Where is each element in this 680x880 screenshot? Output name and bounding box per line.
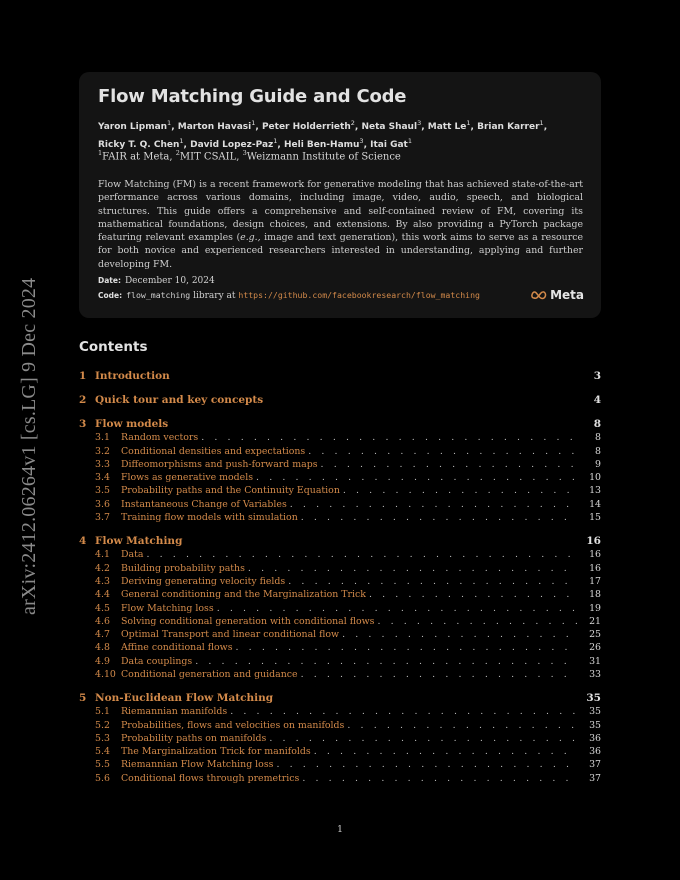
toc-subsection-page: 8 [595, 432, 601, 444]
toc-subsection-page: 25 [589, 629, 601, 641]
toc-dot-leader [321, 458, 577, 471]
author-name: Ricky T. Q. Chen [98, 140, 180, 150]
toc-subsection-title[interactable]: Random vectors [121, 432, 199, 444]
toc-subsection-page: 17 [589, 575, 601, 587]
toc-subsection-title[interactable]: General conditioning and the Marginalization Trick [121, 589, 366, 601]
toc-subsection-title[interactable]: Optimal Transport and linear conditional flow [121, 629, 340, 641]
toc-subsection[interactable] [79, 719, 601, 732]
contents-heading: Contents [79, 339, 148, 355]
toc-subsection[interactable] [79, 484, 601, 497]
toc-subsection-title[interactable]: Instantaneous Change of Variables [121, 498, 287, 510]
toc-subsection[interactable] [79, 615, 601, 628]
toc-gap [79, 524, 601, 535]
toc-subsection-number: 5.4 [95, 746, 110, 758]
meta-logo [531, 288, 584, 302]
toc-gap [79, 681, 601, 692]
toc-subsection[interactable] [79, 705, 601, 718]
toc-subsection-page: 16 [589, 549, 601, 561]
toc-subsection[interactable] [79, 641, 601, 654]
toc-dot-leader [217, 602, 577, 615]
toc-section-number: 4 [79, 535, 87, 548]
toc-subsection-number: 5.5 [95, 759, 110, 771]
toc-subsection-page: 18 [589, 589, 601, 601]
toc-subsection-page: 13 [589, 485, 601, 497]
toc-dot-leader [248, 562, 577, 575]
abstract-text-a: Flow Matching (FM) is a recent framework for generative modeling that has achieved state-of-the-art performance across various domains, including image, video, audio, speech, and biological structures. This guide offers a comprehensive and self-contained review of FM, covering its mathematical foundations, design choices, and extensions. By also providing a PyTorch package featuring relevant examples ( [98, 179, 583, 244]
toc-dot-leader [308, 445, 577, 458]
affiliations: $^1$FAIR at Meta, $^2$MIT CSAIL, $^3$Weizmann Institute of Science [98, 149, 401, 163]
toc-subsection-page: 14 [589, 498, 601, 510]
author-name: David Lopez-Paz [190, 140, 274, 150]
toc-dot-leader [276, 758, 577, 771]
author-affiliation-mark: 1 [407, 137, 412, 145]
affiliation-number: 1 [98, 149, 103, 157]
author-affiliation-mark: 3 [417, 119, 422, 127]
date-line [98, 276, 215, 286]
author-affiliation-mark: 1 [251, 119, 256, 127]
toc-subsection[interactable] [79, 668, 601, 681]
toc-section-page: 35 [586, 691, 601, 704]
toc-subsection-number: 3.4 [95, 472, 110, 484]
toc-subsection-number: 4.8 [95, 642, 110, 654]
toc-subsection-number: 3.5 [95, 485, 110, 497]
toc-subsection[interactable] [79, 602, 601, 615]
toc-section[interactable] [79, 418, 601, 431]
author-name: Yaron Lipman [98, 122, 168, 132]
toc-subsection-title[interactable]: The Marginalization Trick for manifolds [121, 746, 311, 758]
toc-subsection-title[interactable]: Conditional flows through premetrics [121, 772, 300, 784]
toc-subsection-page: 8 [595, 445, 601, 457]
toc-subsection[interactable] [79, 732, 601, 745]
toc-subsection-page: 9 [595, 458, 601, 470]
toc-dot-leader [201, 431, 577, 444]
code-package: flow_matching [126, 290, 191, 300]
toc-dot-leader [288, 575, 577, 588]
author-affiliation-mark: 1 [179, 137, 184, 145]
toc-section-page: 3 [593, 370, 601, 382]
toc-subsection[interactable] [79, 588, 601, 601]
toc-subsection-number: 3.6 [95, 498, 110, 510]
toc-subsection[interactable] [79, 575, 601, 588]
toc-subsection-page: 26 [589, 642, 601, 654]
toc-subsection[interactable] [79, 655, 601, 668]
author-name: Neta Shaul [361, 122, 418, 132]
toc-subsection-number: 5.1 [95, 706, 110, 718]
toc-subsection-title[interactable]: Flows as generative models [121, 472, 254, 484]
toc-section-title[interactable]: Introduction [95, 370, 170, 382]
author-name: Marton Havasi [177, 122, 252, 132]
toc-subsection-title[interactable]: Deriving generating velocity fields [121, 575, 286, 587]
toc-subsection-title[interactable]: Conditional generation and guidance [121, 669, 298, 680]
affiliation-name: Weizmann Institute of Science [246, 151, 401, 163]
toc-subsection[interactable] [79, 471, 601, 484]
toc-subsection-number: 3.2 [95, 445, 110, 457]
toc-section-page: 8 [593, 417, 601, 430]
toc-dot-leader [369, 588, 577, 601]
toc-subsection-page: 37 [589, 772, 601, 784]
author-list: Yaron Lipman$^1$, Marton Havasi$^1$, Peter Holderrieth$^2$, Neta Shaul$^3$, Matt Le$^1$, Brian Karrer$^1$, Ricky T. Q. Chen$^1$, David Lopez-Paz$^1$, Heli Ben-Hamu$^3$, Itai Gat$^1$ [98, 119, 548, 150]
toc-subsection[interactable] [79, 562, 601, 575]
toc-dot-leader [347, 719, 577, 732]
toc-subsection[interactable] [79, 628, 601, 641]
code-line [98, 290, 480, 301]
code-label: Code: [98, 291, 123, 300]
toc-subsection-page: 16 [589, 562, 601, 574]
toc-subsection-number: 3.7 [95, 512, 110, 524]
toc-subsection-number: 5.3 [95, 732, 110, 744]
toc-subsection[interactable] [79, 431, 601, 444]
author-affiliation-mark: 1 [167, 119, 172, 127]
toc-section-title[interactable]: Flow models [95, 417, 169, 430]
toc-subsection-number: 4.6 [95, 615, 110, 627]
toc-section[interactable] [79, 394, 601, 407]
toc-subsection-page: 31 [589, 655, 601, 667]
toc-section-page: 4 [593, 393, 601, 406]
toc-dot-leader [301, 511, 577, 524]
toc-gap [79, 383, 601, 394]
toc-subsection-title[interactable]: Diffeomorphisms and push-forward maps [121, 458, 318, 470]
author-name: Matt Le [427, 122, 467, 132]
toc-subsection-title[interactable]: Riemannian Flow Matching loss [121, 759, 274, 771]
author-name: Peter Holderrieth [261, 122, 351, 132]
toc-subsection-page: 35 [589, 719, 601, 731]
author-name: Heli Ben-Hamu [283, 140, 360, 150]
toc-section-page: 16 [586, 535, 601, 548]
author-affiliation-mark: 1 [466, 119, 471, 127]
author-name: Itai Gat [370, 140, 408, 150]
toc-subsection-number: 4.1 [95, 549, 110, 561]
author-affiliation-mark: 2 [350, 119, 355, 127]
toc-subsection-number: 4.3 [95, 575, 110, 587]
author-affiliation-mark: 1 [273, 137, 278, 145]
toc-subsection-number: 5.6 [95, 772, 110, 784]
toc-dot-leader [342, 628, 577, 641]
toc-subsection-title[interactable]: Probability paths on manifolds [121, 732, 267, 744]
toc-subsection-page: 35 [589, 706, 601, 718]
title-card [79, 72, 601, 318]
toc-dot-leader [343, 484, 577, 497]
toc-section-title[interactable]: Flow Matching [95, 535, 183, 548]
toc-dot-leader [290, 498, 577, 511]
toc-section-number: 1 [79, 370, 87, 382]
toc-subsection-number: 3.3 [95, 458, 110, 470]
toc-dot-leader [301, 668, 577, 681]
date-label: Date: [98, 276, 121, 285]
toc-subsection-page: 37 [589, 759, 601, 771]
toc-subsection-title[interactable]: Riemannian manifolds [121, 706, 228, 718]
toc-dot-leader [236, 641, 577, 654]
toc-subsection-page: 10 [589, 472, 601, 484]
meta-logo-text: Meta [550, 288, 584, 302]
toc-dot-leader [146, 548, 577, 561]
toc-dot-leader [230, 705, 577, 718]
toc-subsection[interactable] [79, 548, 601, 561]
toc-subsection[interactable] [79, 498, 601, 511]
toc-subsection-page: 15 [589, 512, 601, 524]
toc-subsection-title[interactable]: Probability paths and the Continuity Equation [121, 485, 340, 497]
toc-section-number: 5 [79, 691, 87, 704]
toc-subsection-page: 33 [589, 669, 601, 680]
toc-subsection[interactable] [79, 758, 601, 771]
toc-section[interactable] [79, 370, 601, 383]
toc-section-number: 3 [79, 417, 87, 430]
toc-subsection-title[interactable]: Probabilities, flows and velocities on manifolds [121, 719, 345, 731]
toc-subsection[interactable] [79, 445, 601, 458]
toc-subsection-page: 36 [589, 732, 601, 744]
toc-subsection-title[interactable]: Data couplings [121, 655, 193, 667]
toc-section[interactable] [79, 692, 601, 705]
abstract [98, 178, 583, 271]
toc-subsection-title[interactable]: Data [121, 549, 144, 561]
toc-subsection-title[interactable]: Flow Matching loss [121, 602, 214, 614]
arxiv-stamp: arXiv:2412.06264v1 [cs.LG] 9 Dec 2024 [18, 277, 40, 615]
toc-section-title[interactable]: Quick tour and key concepts [95, 393, 264, 406]
toc-section-number: 2 [79, 393, 87, 406]
author-affiliation-mark: 1 [539, 119, 544, 127]
meta-infinity-icon [531, 290, 548, 300]
code-mid-text: library at [193, 291, 236, 301]
page-number: 1 [336, 824, 344, 835]
author-name: Brian Karrer [477, 122, 540, 132]
toc-subsection-number: 4.4 [95, 589, 110, 601]
toc-subsection-number: 4.10 [95, 669, 116, 680]
affiliation-name: FAIR at Meta [102, 151, 170, 163]
table-of-contents [79, 370, 601, 785]
paper-title: Flow Matching Guide and Code [98, 86, 407, 107]
affiliation-name: MIT CSAIL [179, 151, 237, 163]
toc-subsection-number: 4.7 [95, 629, 110, 641]
toc-subsection[interactable] [79, 458, 601, 471]
toc-subsection-page: 36 [589, 746, 601, 758]
toc-subsection[interactable] [79, 511, 601, 524]
toc-subsection-title[interactable]: Building probability paths [121, 562, 245, 574]
toc-subsection-number: 5.2 [95, 719, 110, 731]
toc-subsection-number: 4.9 [95, 655, 110, 667]
toc-subsection[interactable] [79, 772, 601, 785]
affiliation-number: 3 [242, 149, 247, 157]
toc-dot-leader [256, 471, 577, 484]
toc-dot-leader [195, 655, 577, 668]
date-value: December 10, 2024 [124, 276, 215, 286]
toc-subsection-title[interactable]: Solving conditional generation with conditional flows [121, 615, 375, 627]
toc-subsection-title[interactable]: Training flow models with simulation [121, 512, 298, 524]
abstract-text-b: image and text generation), this work aims to serve as a resource for both novice and experienced researchers interested in understanding, applying and further developing FM. [98, 232, 583, 270]
toc-subsection-page: 21 [589, 615, 601, 627]
toc-subsection-page: 19 [589, 602, 601, 614]
toc-dot-leader [377, 615, 577, 628]
author-affiliation-mark: 3 [359, 137, 364, 145]
abstract-emphasis: e.g., [240, 232, 261, 244]
code-url-link[interactable]: https://github.com/facebookresearch/flow_matching [238, 290, 480, 300]
toc-subsection-number: 3.1 [95, 432, 110, 444]
toc-gap [79, 407, 601, 418]
toc-subsection-number: 4.2 [95, 562, 110, 574]
toc-section[interactable] [79, 535, 601, 548]
affiliation-number: 2 [175, 149, 180, 157]
toc-dot-leader [269, 732, 577, 745]
toc-subsection-title[interactable]: Conditional densities and expectations [121, 445, 306, 457]
toc-dot-leader [302, 772, 577, 785]
toc-subsection-number: 4.5 [95, 602, 110, 614]
toc-dot-leader [314, 745, 577, 758]
toc-subsection-title[interactable]: Affine conditional flows [121, 642, 233, 654]
toc-subsection[interactable] [79, 745, 601, 758]
toc-section-title[interactable]: Non-Euclidean Flow Matching [95, 691, 274, 704]
